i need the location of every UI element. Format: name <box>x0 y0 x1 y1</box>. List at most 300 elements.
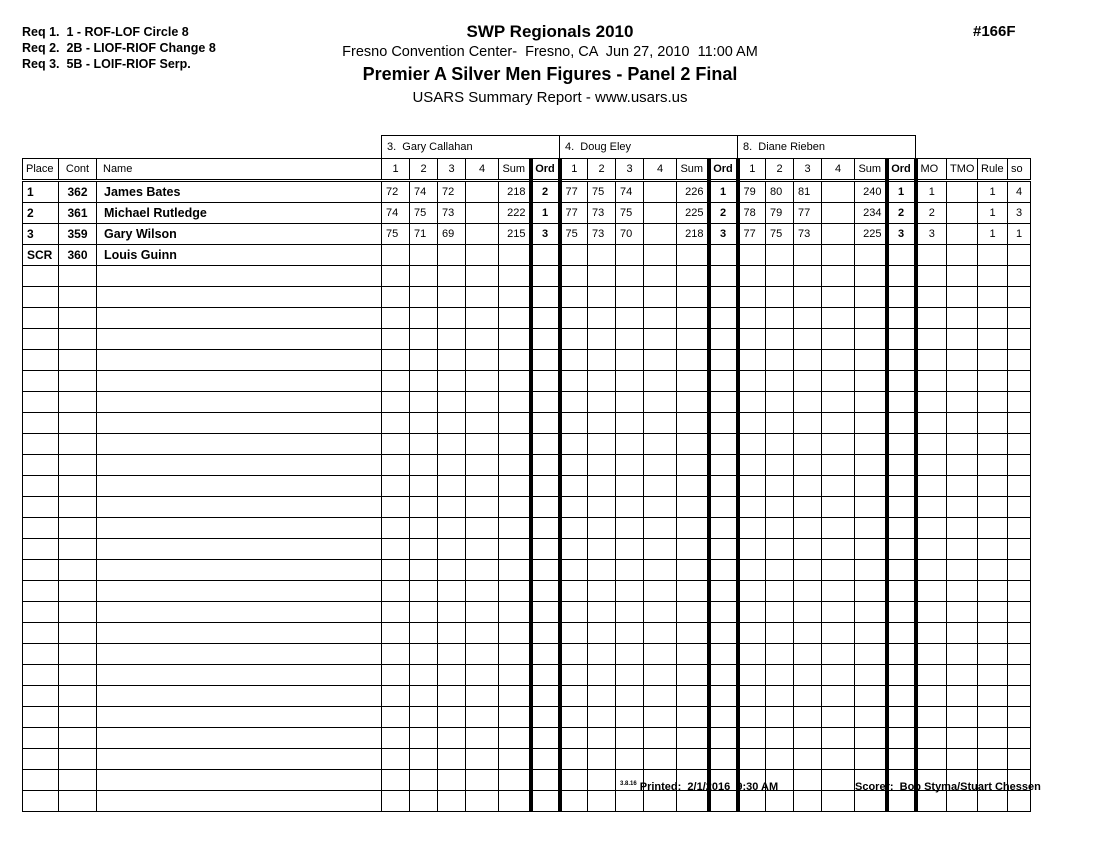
judge2-score4-cell <box>644 497 677 518</box>
judge1-score4-cell <box>466 707 499 728</box>
judge1-sum-cell <box>499 413 531 434</box>
name-cell: Gary Wilson <box>97 224 382 245</box>
judge2-score4-cell <box>644 455 677 476</box>
tmo-cell <box>947 350 978 371</box>
judge1-score1-cell <box>382 665 410 686</box>
judge3-ord-cell <box>887 497 916 518</box>
report-type-line: USARS Summary Report - www.usars.us <box>412 89 688 106</box>
name-cell <box>97 602 382 623</box>
judge3-score1-cell <box>738 602 766 623</box>
tmo-cell <box>947 392 978 413</box>
judge3-score3-cell <box>794 392 822 413</box>
rule-cell <box>978 371 1008 392</box>
cont-cell: 361 <box>59 203 97 224</box>
empty-row <box>23 644 1031 665</box>
tmo-cell <box>947 581 978 602</box>
name-cell <box>97 749 382 770</box>
rule-cell <box>978 665 1008 686</box>
judge1-score2-cell <box>410 518 438 539</box>
judge2-score1-cell <box>560 581 588 602</box>
judge1-score4-cell <box>466 266 499 287</box>
judge1-score4-cell <box>466 539 499 560</box>
judge3-score2-cell <box>766 707 794 728</box>
judge2-score1-cell <box>560 329 588 350</box>
judge2-score1-cell <box>560 245 588 266</box>
judge3-score1-cell <box>738 497 766 518</box>
judge1-score1-cell <box>382 749 410 770</box>
judge1-score4-cell <box>466 287 499 308</box>
judge1-score2-cell: 74 <box>410 181 438 203</box>
tmo-cell <box>947 287 978 308</box>
judge1-score2-cell <box>410 434 438 455</box>
judge1-sum-cell <box>499 644 531 665</box>
judge3-sum-cell <box>855 476 887 497</box>
judge1-score2-cell <box>410 623 438 644</box>
empty-row <box>23 560 1031 581</box>
empty-row <box>23 707 1031 728</box>
judge1-score3-cell <box>438 623 466 644</box>
judge3-score2-cell <box>766 455 794 476</box>
judge2-score4-cell <box>644 329 677 350</box>
header-judge3-1: 1 <box>738 159 766 181</box>
judge1-sum-cell: 215 <box>499 224 531 245</box>
judge2-score4-cell <box>644 203 677 224</box>
tmo-cell <box>947 665 978 686</box>
judge3-score2-cell <box>766 539 794 560</box>
place-cell <box>23 329 59 350</box>
name-cell <box>97 707 382 728</box>
cont-cell <box>59 644 97 665</box>
judge2-score2-cell <box>588 518 616 539</box>
judge1-ord-cell <box>531 434 560 455</box>
judge3-ord-cell <box>887 644 916 665</box>
tmo-cell <box>947 266 978 287</box>
judge3-sum-cell <box>855 518 887 539</box>
judge1-score1-cell <box>382 539 410 560</box>
judge3-score2-cell <box>766 371 794 392</box>
judge2-score3-cell <box>616 728 644 749</box>
judge3-score4-cell <box>822 686 855 707</box>
judge1-score3-cell <box>438 434 466 455</box>
judge3-score4-cell <box>822 539 855 560</box>
judge1-ord-cell <box>531 287 560 308</box>
cont-cell <box>59 665 97 686</box>
header-name: Name <box>97 159 382 181</box>
judge2-score2-cell <box>588 287 616 308</box>
judge1-score4-cell <box>466 476 499 497</box>
judge3-score1-cell <box>738 371 766 392</box>
judge3-score2-cell <box>766 728 794 749</box>
judge2-score1-cell <box>560 455 588 476</box>
judge3-score1-cell <box>738 392 766 413</box>
judge2-score2-cell: 75 <box>588 181 616 203</box>
judge2-sum-cell <box>677 371 709 392</box>
mo-cell <box>916 497 947 518</box>
judge2-score3-cell <box>616 686 644 707</box>
judge2-ord-cell <box>709 266 738 287</box>
empty-row <box>23 728 1031 749</box>
judge1-score4-cell <box>466 434 499 455</box>
name-cell <box>97 287 382 308</box>
mo-cell <box>916 686 947 707</box>
judge3-score4-cell <box>822 392 855 413</box>
cont-cell <box>59 749 97 770</box>
judge3-ord-cell <box>887 707 916 728</box>
judge2-ord-cell <box>709 392 738 413</box>
rule-cell: 1 <box>978 224 1008 245</box>
judge3-score1-cell <box>738 707 766 728</box>
judge1-score3-cell <box>438 329 466 350</box>
judge3-score1-cell <box>738 749 766 770</box>
judge2-score2-cell <box>588 581 616 602</box>
judge1-score2-cell: 75 <box>410 203 438 224</box>
judge2-score1-cell <box>560 413 588 434</box>
rule-cell: 1 <box>978 181 1008 203</box>
place-cell <box>23 476 59 497</box>
cont-cell <box>59 350 97 371</box>
judge2-ord-cell <box>709 665 738 686</box>
judge2-sum-cell <box>677 329 709 350</box>
judge1-sum-cell <box>499 371 531 392</box>
judge1-score2-cell: 71 <box>410 224 438 245</box>
judge2-sum-cell <box>677 497 709 518</box>
judge3-sum-cell: 234 <box>855 203 887 224</box>
judge1-score3-cell <box>438 287 466 308</box>
judge3-score1-cell <box>738 308 766 329</box>
judge1-score4-cell <box>466 623 499 644</box>
judge3-score3-cell <box>794 434 822 455</box>
empty-row <box>23 497 1031 518</box>
judge1-score1-cell <box>382 728 410 749</box>
judge3-score3-cell <box>794 497 822 518</box>
judge2-score3-cell <box>616 665 644 686</box>
place-cell <box>23 560 59 581</box>
rule-cell <box>978 413 1008 434</box>
judge2-ord-cell <box>709 476 738 497</box>
judge2-score2-cell <box>588 434 616 455</box>
judge1-ord-cell: 1 <box>531 203 560 224</box>
judge2-score4-cell <box>644 308 677 329</box>
judge3-sum-cell <box>855 413 887 434</box>
tmo-cell <box>947 644 978 665</box>
judge1-sum-cell: 222 <box>499 203 531 224</box>
empty-row <box>23 266 1031 287</box>
judge3-score3-cell <box>794 602 822 623</box>
judge3-ord-cell <box>887 434 916 455</box>
judge2-score4-cell <box>644 224 677 245</box>
name-cell <box>97 455 382 476</box>
judge3-score3-cell: 73 <box>794 224 822 245</box>
judge2-sum-cell <box>677 455 709 476</box>
judge2-score2-cell <box>588 602 616 623</box>
judge1-ord-cell <box>531 266 560 287</box>
rule-cell <box>978 602 1008 623</box>
tmo-cell <box>947 245 978 266</box>
rule-cell <box>978 728 1008 749</box>
judge1-score3-cell <box>438 665 466 686</box>
name-cell: Louis Guinn <box>97 245 382 266</box>
header-judge2-4: 4 <box>644 159 677 181</box>
judge1-ord-cell <box>531 749 560 770</box>
judge1-sum-cell <box>499 329 531 350</box>
judge1-ord-cell <box>531 329 560 350</box>
judge2-ord-cell <box>709 455 738 476</box>
so-cell <box>1008 560 1031 581</box>
cont-cell <box>59 455 97 476</box>
judge1-ord-cell <box>531 602 560 623</box>
judge1-score4-cell <box>466 749 499 770</box>
cont-cell <box>59 476 97 497</box>
judge3-score3-cell <box>794 560 822 581</box>
judge1-ord-cell <box>531 476 560 497</box>
judge3-score4-cell <box>822 287 855 308</box>
judge2-score1-cell <box>560 308 588 329</box>
software-version: 3.8.16 <box>620 781 637 787</box>
judge1-score4-cell <box>466 686 499 707</box>
judge2-score3-cell <box>616 245 644 266</box>
judge1-sum-cell <box>499 602 531 623</box>
judge2-score1-cell <box>560 476 588 497</box>
judge3-score1-cell <box>738 329 766 350</box>
cont-cell <box>59 623 97 644</box>
judge3-score2-cell <box>766 560 794 581</box>
judge3-sum-cell <box>855 308 887 329</box>
judge2-ord-cell <box>709 329 738 350</box>
judge3-ord-cell <box>887 560 916 581</box>
judge3-sum-cell <box>855 371 887 392</box>
judge2-score4-cell <box>644 371 677 392</box>
mo-cell <box>916 287 947 308</box>
judge3-sum-cell <box>855 539 887 560</box>
category-title: Premier A Silver Men Figures - Panel 2 Final <box>362 64 738 84</box>
name-cell <box>97 686 382 707</box>
name-cell <box>97 497 382 518</box>
place-cell <box>23 749 59 770</box>
judge2-score4-cell <box>644 287 677 308</box>
judge2-score1-cell <box>560 266 588 287</box>
judge1-score3-cell <box>438 728 466 749</box>
judge1-score2-cell <box>410 329 438 350</box>
rule-cell <box>978 749 1008 770</box>
judge1-sum-cell <box>499 581 531 602</box>
judge1-score2-cell <box>410 308 438 329</box>
tmo-cell <box>947 602 978 623</box>
judge2-ord-cell <box>709 539 738 560</box>
judge1-ord-cell <box>531 686 560 707</box>
judge-band-row <box>23 136 1031 159</box>
judge3-score4-cell <box>822 581 855 602</box>
judge2-score1-cell <box>560 371 588 392</box>
judge1-score3-cell <box>438 455 466 476</box>
header-place: Place <box>23 159 59 181</box>
judge3-sum-cell <box>855 266 887 287</box>
judge2-sum-cell <box>677 476 709 497</box>
judge2-score3-cell: 70 <box>616 224 644 245</box>
judge3-score2-cell <box>766 434 794 455</box>
judge2-ord-cell <box>709 287 738 308</box>
judge1-score3-cell: 73 <box>438 203 466 224</box>
judge2-ord-cell <box>709 413 738 434</box>
empty-row <box>23 749 1031 770</box>
judge1-ord-cell <box>531 728 560 749</box>
so-cell <box>1008 476 1031 497</box>
judge2-score3-cell <box>616 266 644 287</box>
judge1-score3-cell <box>438 497 466 518</box>
cont-cell <box>59 308 97 329</box>
judge2-score2-cell <box>588 413 616 434</box>
judge1-score4-cell <box>466 371 499 392</box>
judge1-sum-cell <box>499 392 531 413</box>
judge2-sum-cell <box>677 266 709 287</box>
mo-cell <box>916 707 947 728</box>
mo-cell <box>916 455 947 476</box>
judge1-score1-cell <box>382 287 410 308</box>
judge2-score2-cell <box>588 686 616 707</box>
judge3-score4-cell <box>822 728 855 749</box>
judge2-score3-cell <box>616 434 644 455</box>
judge2-score2-cell: 73 <box>588 203 616 224</box>
judge1-sum-cell <box>499 434 531 455</box>
judge3-sum-cell <box>855 707 887 728</box>
so-cell <box>1008 728 1031 749</box>
judge1-score3-cell <box>438 392 466 413</box>
judge1-score2-cell <box>410 539 438 560</box>
judge3-score4-cell <box>822 329 855 350</box>
judge1-sum-cell <box>499 266 531 287</box>
rule-cell <box>978 329 1008 350</box>
judge2-score2-cell <box>588 245 616 266</box>
so-cell <box>1008 413 1031 434</box>
judge3-score3-cell <box>794 623 822 644</box>
judge3-sum-cell <box>855 455 887 476</box>
judge1-ord-cell <box>531 518 560 539</box>
so-cell <box>1008 602 1031 623</box>
judge3-ord-cell: 2 <box>887 203 916 224</box>
judge1-score3-cell <box>438 539 466 560</box>
judge3-score4-cell <box>822 224 855 245</box>
so-cell <box>1008 266 1031 287</box>
mo-cell <box>916 518 947 539</box>
judge2-sum-cell <box>677 413 709 434</box>
judge2-score4-cell <box>644 181 677 203</box>
judge1-score4-cell <box>466 728 499 749</box>
judge-label-1: 3. Gary Callahan <box>382 136 560 159</box>
judge2-score1-cell <box>560 560 588 581</box>
mo-cell <box>916 539 947 560</box>
header-judge3-2: 2 <box>766 159 794 181</box>
name-cell <box>97 434 382 455</box>
judge1-score3-cell <box>438 518 466 539</box>
judge3-score2-cell: 79 <box>766 203 794 224</box>
mo-cell <box>916 371 947 392</box>
judge1-sum-cell <box>499 497 531 518</box>
judge1-score4-cell <box>466 602 499 623</box>
judge2-score4-cell <box>644 266 677 287</box>
judge1-score1-cell <box>382 371 410 392</box>
name-cell <box>97 581 382 602</box>
place-cell <box>23 518 59 539</box>
empty-row <box>23 455 1031 476</box>
judge2-score4-cell <box>644 749 677 770</box>
judge3-ord-cell <box>887 413 916 434</box>
judge3-score1-cell: 77 <box>738 224 766 245</box>
judge1-sum-cell <box>499 287 531 308</box>
judge2-score4-cell <box>644 245 677 266</box>
judge3-score4-cell <box>822 623 855 644</box>
judge3-score1-cell <box>738 518 766 539</box>
empty-row <box>23 686 1031 707</box>
mo-cell <box>916 623 947 644</box>
rule-cell <box>978 539 1008 560</box>
judge2-sum-cell: 218 <box>677 224 709 245</box>
judge1-score4-cell <box>466 518 499 539</box>
judge2-score2-cell <box>588 749 616 770</box>
judge1-score2-cell <box>410 392 438 413</box>
judge1-sum-cell <box>499 665 531 686</box>
judge2-score2-cell <box>588 644 616 665</box>
place-cell <box>23 644 59 665</box>
judge1-sum-cell <box>499 539 531 560</box>
so-cell <box>1008 539 1031 560</box>
mo-cell <box>916 581 947 602</box>
tmo-cell <box>947 518 978 539</box>
judge2-sum-cell <box>677 686 709 707</box>
judge3-score4-cell <box>822 455 855 476</box>
judge1-sum-cell <box>499 623 531 644</box>
name-cell <box>97 308 382 329</box>
judge3-score1-cell <box>738 665 766 686</box>
judge2-score3-cell <box>616 539 644 560</box>
judge3-score4-cell <box>822 560 855 581</box>
judge3-score2-cell <box>766 644 794 665</box>
judge1-score4-cell <box>466 308 499 329</box>
judge2-sum-cell <box>677 287 709 308</box>
scorer-line: Scorer: Bob Styma/Stuart Chessen <box>855 781 1041 793</box>
so-cell <box>1008 329 1031 350</box>
judge3-ord-cell <box>887 518 916 539</box>
judge3-sum-cell <box>855 728 887 749</box>
judge1-sum-cell <box>499 728 531 749</box>
empty-row <box>23 623 1031 644</box>
judge3-score2-cell <box>766 665 794 686</box>
judge1-sum-cell <box>499 476 531 497</box>
tmo-cell <box>947 308 978 329</box>
judge3-sum-cell <box>855 329 887 350</box>
name-cell <box>97 371 382 392</box>
judge2-sum-cell <box>677 518 709 539</box>
judge3-score1-cell <box>738 350 766 371</box>
judge1-score2-cell <box>410 476 438 497</box>
judge3-score3-cell <box>794 476 822 497</box>
judge1-score1-cell <box>382 350 410 371</box>
judge3-sum-cell: 240 <box>855 181 887 203</box>
judge3-sum-cell <box>855 350 887 371</box>
judge2-score4-cell <box>644 728 677 749</box>
judge1-ord-cell <box>531 308 560 329</box>
judge1-score1-cell <box>382 518 410 539</box>
judge3-score1-cell: 79 <box>738 181 766 203</box>
rule-cell <box>978 644 1008 665</box>
name-cell <box>97 392 382 413</box>
judge-label-2: 4. Doug Eley <box>560 136 738 159</box>
so-cell <box>1008 287 1031 308</box>
header-judge1-1: 1 <box>382 159 410 181</box>
so-cell <box>1008 392 1031 413</box>
judge3-score4-cell <box>822 434 855 455</box>
judge2-score2-cell <box>588 392 616 413</box>
judge2-ord-cell: 1 <box>709 181 738 203</box>
judge1-score3-cell <box>438 602 466 623</box>
